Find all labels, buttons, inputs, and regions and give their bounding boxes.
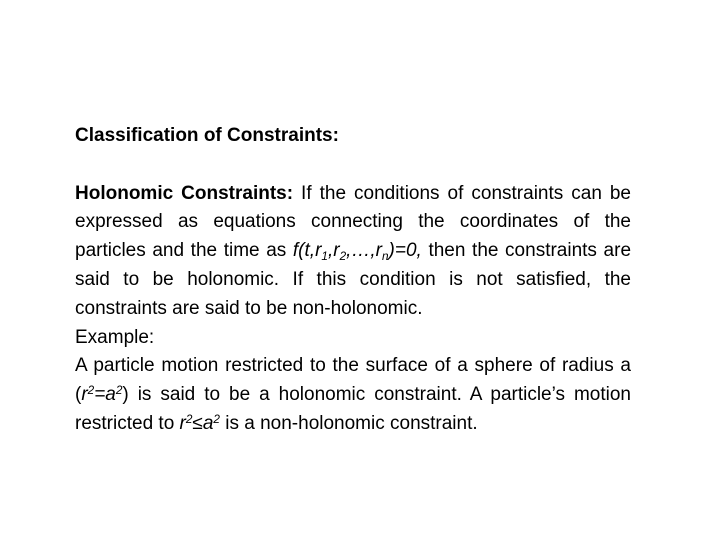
example-text-2: ) is said to be a holonomic constraint. A particle’s motion restricted to (75, 384, 631, 434)
example-equation-2: $r^2\le a^2$ (179, 412, 220, 434)
example-text-3: is a non-holonomic constraint. (219, 412, 478, 434)
holonomic-term: Holonomic Constraints: (75, 182, 294, 204)
slide-title: Classification of Constraints: (75, 125, 339, 146)
slide-content (75, 122, 631, 439)
holonomic-definition-paragraph (75, 180, 631, 324)
holonomic-formula: $f(t,r_1,r_2,\dots,r_n)=0$, (292, 240, 422, 264)
blank-line (75, 151, 631, 180)
holonomic-text-before: If the conditions of constraints can be expressed as equations connecting the coordinates of the particles and the time as (75, 182, 632, 262)
holonomic-text-after: then the constraints are said to be holonomic. If this condition is not satisfied, the constraints are said to be non-holonomic. (75, 240, 632, 319)
example-paragraph (75, 352, 631, 438)
example-equation-1: $r^2=a^2$ (81, 383, 123, 406)
example-label: Example: (75, 326, 155, 348)
example-text-1: A particle motion restricted to the surface of a sphere of radius a ( (75, 355, 631, 406)
